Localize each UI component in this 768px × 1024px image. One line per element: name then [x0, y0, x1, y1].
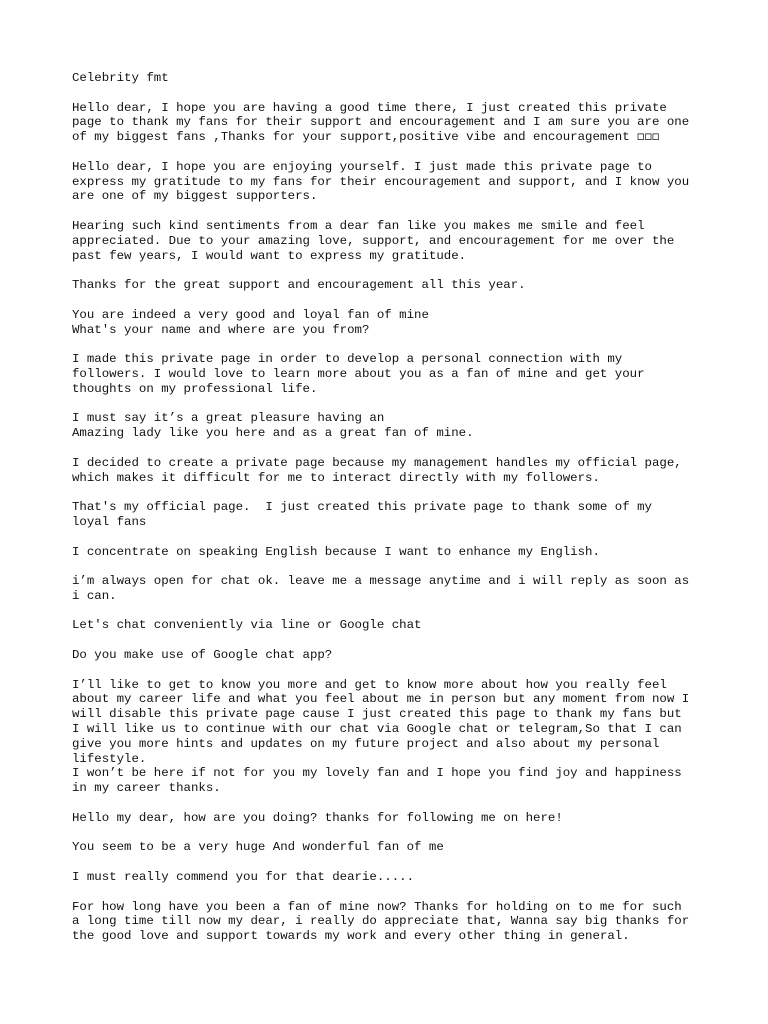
document-page	[72, 71, 712, 959]
paragraph: Hello dear, I hope you are having a good time there, I just created this private page to thank my fans for their support and encouragement and I am sure you are one of my biggest fans ,Thanks for your support,positive vibe and encouragement ◻◻◻	[72, 100, 690, 145]
paragraph: Hello my dear, how are you doing? thanks for following me on here!	[72, 810, 563, 825]
paragraph: Do you make use of Google chat app?	[72, 648, 333, 663]
paragraph: I concentrate on speaking English because I want to enhance my English.	[72, 544, 600, 559]
paragraph: Let's chat conveniently via line or Google chat	[72, 618, 422, 633]
paragraph: You are indeed a very good and loyal fan of mine What's your name and where are you from?	[72, 307, 429, 337]
paragraph: Hearing such kind sentiments from a dear fan like you makes me smile and feel appreciated. Due to your amazing love, support, and encouragement for me over the past few years, I would want to express my gratitude.	[72, 218, 675, 263]
paragraph: i’m always open for chat ok. leave me a message anytime and i will reply as soon as i can.	[72, 574, 690, 603]
paragraph: Thanks for the great support and encouragement all this year.	[72, 278, 526, 293]
paragraph: I must say it’s a great pleasure having an Amazing lady like you here and as a great fan of mine.	[72, 411, 474, 441]
paragraph: I must really commend you for that dearie.....	[72, 870, 415, 885]
paragraph: I made this private page in order to develop a personal connection with my followers. I would love to learn more about you as a fan of mine and get your thoughts on my professional life.	[72, 352, 645, 396]
paragraph: For how long have you been a fan of mine now? Thanks for holding on to me for such a long time till now my dear, i really do appreciate that, Wanna say big thanks for the good love and support towards my work and every other thing in general.	[72, 899, 690, 944]
paragraph: You seem to be a very huge And wonderful fan of me	[72, 840, 444, 855]
paragraph: I’ll like to get to know you more and get to know more about how you really feel about my career life and what you feel about me in person but any moment from now I will disable this private page cause I just created this page to thank my fans but I will like us to continue with our chat via Google chat or telegram,So that I can give you more hints and updates on my future project and also about my personal lifestyle. I won’t be here if not for you my lovely fan and I hope you find joy and happiness in my career thanks.	[72, 677, 690, 796]
paragraph: That's my official page. I just created this private page to thank some of my loyal fans	[72, 500, 652, 529]
paragraph: Hello dear, I hope you are enjoying yourself. I just made this private page to express my gratitude to my fans for their encouragement and support, and I know you are one of my biggest supporters.	[72, 159, 690, 204]
paragraph: I decided to create a private page because my management handles my official page, which makes it difficult for me to interact directly with my followers.	[72, 455, 682, 485]
document-title: Celebrity fmt	[72, 71, 169, 85]
